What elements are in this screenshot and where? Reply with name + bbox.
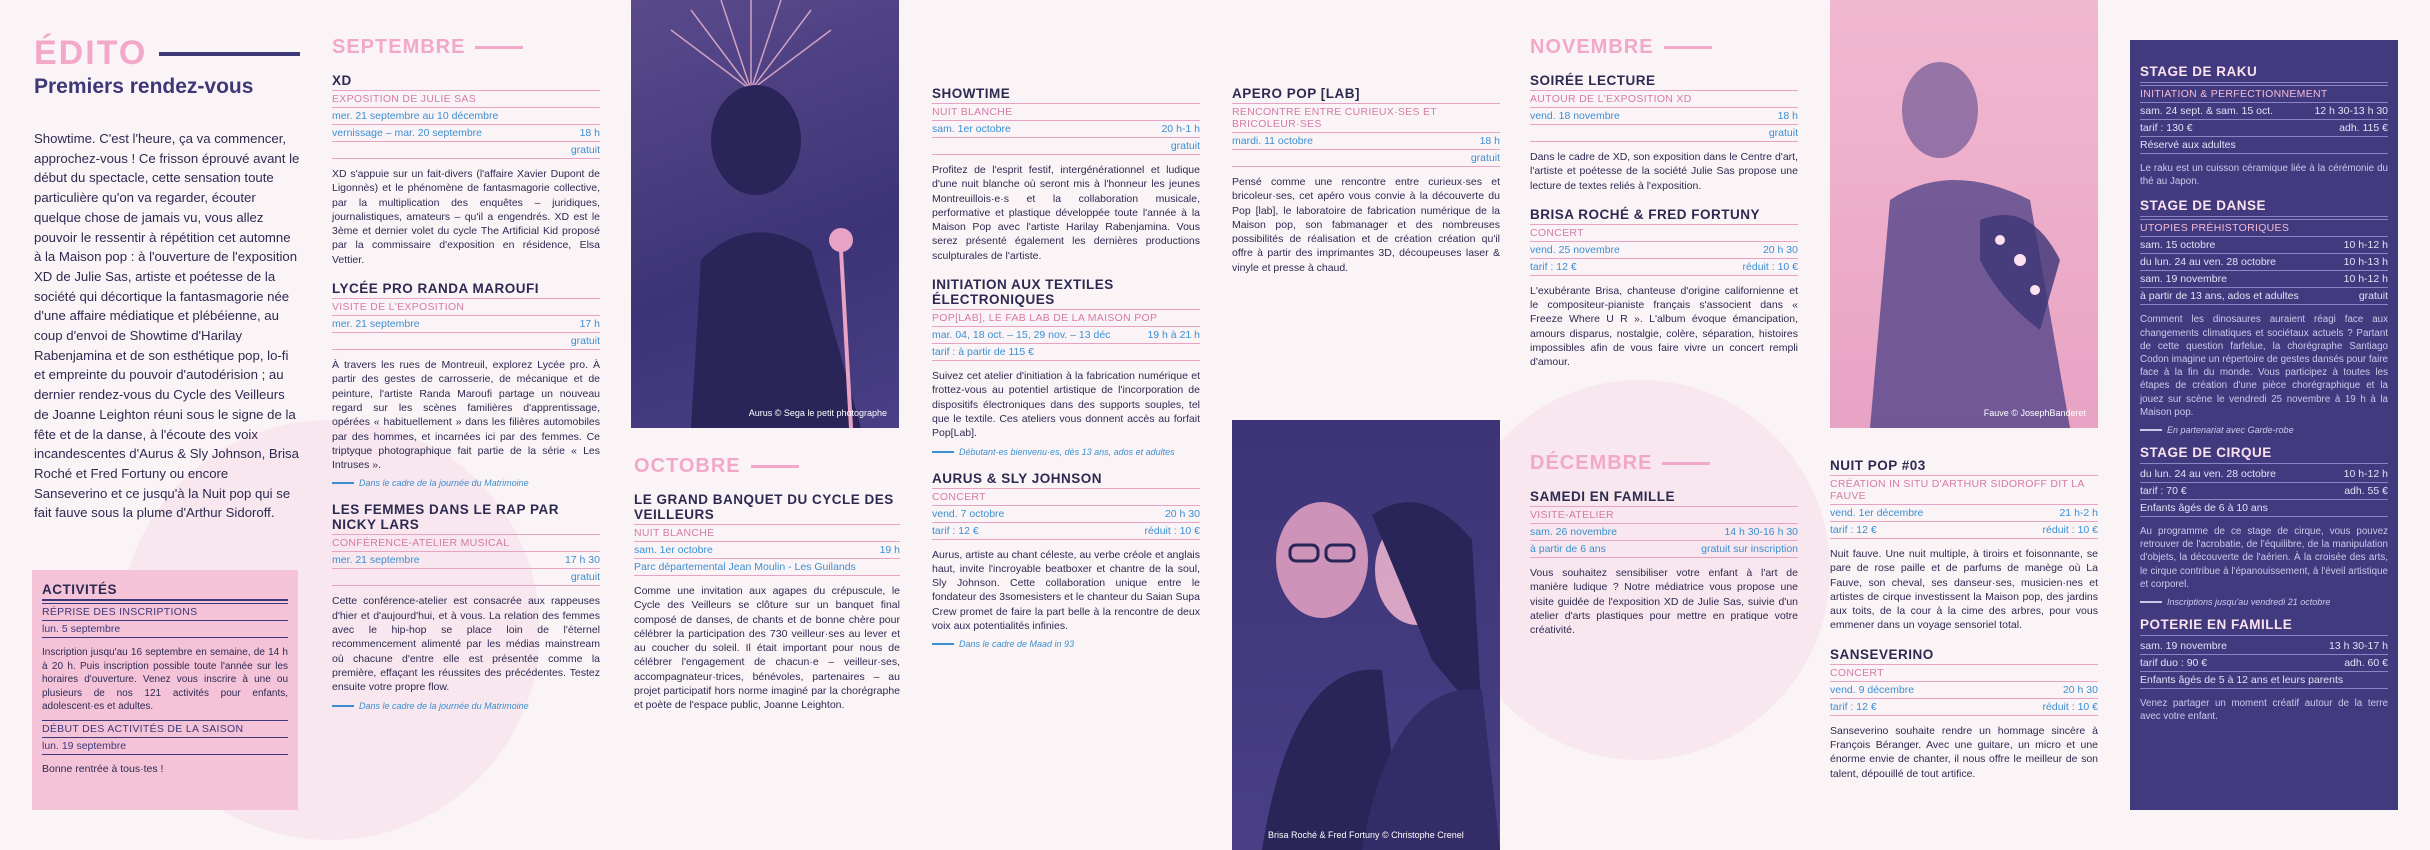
event-subtitle: CONCERT bbox=[1530, 224, 1798, 242]
event-price: gratuit bbox=[570, 571, 600, 584]
event-date: sam. 26 novembre bbox=[1530, 526, 1617, 538]
event-date: mar. 04, 18 oct. – 15, 29 nov. – 13 déc bbox=[932, 329, 1111, 342]
event-place: Parc départemental Jean Moulin - Les Guilands bbox=[634, 561, 856, 573]
event-time: 17 h bbox=[579, 318, 600, 331]
event-title: INITIATION AUX TEXTILES ÉLECTRONIQUES bbox=[932, 277, 1114, 308]
event-date: du lun. 24 au ven. 28 octobre bbox=[2140, 468, 2277, 481]
event-note: Dans le cadre de Maad in 93 bbox=[932, 639, 1200, 649]
event-time: 13 h 30-17 h bbox=[2329, 640, 2388, 653]
edito-subtitle: Premiers rendez-vous bbox=[34, 75, 254, 98]
event-time: 10 h-13 h bbox=[2343, 256, 2388, 269]
event-xd bbox=[332, 73, 600, 267]
event-age: à partir de 6 ans bbox=[1530, 543, 1606, 555]
event-subtitle: POP[LAB], LE FAB LAB DE LA MAISON POP bbox=[932, 309, 1200, 327]
section-heading: NOVEMBRE bbox=[1530, 36, 1798, 59]
event-date: sam. 1er octobre bbox=[634, 544, 713, 556]
event-date: mer. 21 septembre bbox=[332, 318, 420, 331]
event-desc: XD s'appuie sur un fait-divers (l'affaire Xavier Dupont de Ligonnès) et le phénomène de fantasmagorie collective, par la multiplication des enquêtes – juridiques, journalistiques, amateurs – qu'il a engendrés. XD est le 3ème et dernier volet du cycle The Artificial Kid proposé par la commissaire d'exposition en résidence, Elsa Vettier. bbox=[332, 168, 600, 266]
activites-footer: Bonne rentrée à tous·tes ! bbox=[42, 762, 164, 775]
event-desc: Comme une invitation aux agapes du crépuscule, le Cycle des Veilleurs se clôture sur un banquet final composé de danses, de chants et de bonne chère pour célébrer la participation des 730 veilleur·ses au lever et au coucher du soleil. Il était important pour nous de célébrer l'engagement de chacun·e – veilleur·ses, accompagnateur·trices, bénévoles, partenaires – au projet participatif hors norme imaginé par la chorégraphe et poète de l'espace public, Joanne Leighton. bbox=[634, 585, 900, 712]
event-time: 17 h 30 bbox=[564, 554, 600, 567]
edito-body: Showtime. C'est l'heure, ça va commencer, approchez-vous ! Ce frisson éprouvé avant le début du spectacle, cette sensation toute particulière qu'on va regarder, écouter quelque chose de jamais vu, vous allez pouvoir le ressentir à répétition cet automne à la Maison pop : à l'ouverture de l'exposition XD de Julie Sas, artiste et poétesse de la société qui décortique la fantasmagorie née d'une affaire médiatique et plébéienne, au coup d'envoi de Showtime d'Harilay Rabenjamina et de son esthétique pop, lo-fi et empreinte du pouvoir d'autodérision ; au dernier rendez-vous du Cycle des Veilleurs de Joanne Leighton réuni sous le signe de la fête et de la danse, à l'écoute des voix incandescentes d'Aurus & Sly Johnson, Brisa Roché et Fred Fortuny ou encore Sanseverino et ce jusqu'à la Nuit pop qui se fait fauve sous la plume d'Arthur Sidoroff. bbox=[34, 131, 300, 521]
section-heading: OCTOBRE bbox=[634, 455, 900, 478]
event-desc: Sanseverino souhaite rendre un hommage sincère à François Béranger. Avec une guitare, un micro et une énorme envie de chanter, il nous offre le meilleur de son talent, dépouillé de tout artifice. bbox=[1830, 724, 2098, 780]
event-price: tarif : 12 € bbox=[1830, 700, 1877, 713]
event-date: mardi. 11 octobre bbox=[1232, 135, 1313, 147]
event-date: vernissage – mar. 20 septembre bbox=[332, 127, 482, 139]
event-price: tarif : 12 € bbox=[932, 524, 979, 537]
event-title: STAGE DE RAKU bbox=[2140, 64, 2388, 83]
event-price: gratuit bbox=[1470, 152, 1500, 164]
event-subtitle: UTOPIES PRÉHISTORIQUES bbox=[2140, 219, 2388, 237]
event-desc: Dans le cadre de XD, son exposition dans le Centre d'art, l'artiste et poétesse de la société Julie Sas propose une lecture de textes reliés à l'exposition. bbox=[1530, 151, 1798, 192]
event-note: Dans le cadre de la journée du Matrimoine bbox=[332, 701, 600, 711]
septembre-column bbox=[332, 0, 600, 850]
event-time: 19 h à 21 h bbox=[1147, 329, 1200, 342]
event-date: vend. 9 décembre bbox=[1830, 683, 1915, 696]
event-date: sam. 24 sept. & sam. 15 oct. bbox=[2140, 105, 2274, 117]
event-subtitle: AUTOUR DE L'EXPOSITION XD bbox=[1530, 90, 1798, 108]
event-title: LYCÉE PRO RANDA MAROUFI bbox=[332, 281, 540, 297]
photo-aurus bbox=[631, 0, 899, 428]
event-audience: Réservé aux adultes bbox=[2140, 139, 2236, 151]
event-time: 12 h 30-13 h 30 bbox=[2314, 105, 2388, 117]
event-title: XD bbox=[332, 73, 352, 88]
event-desc: Cette conférence-atelier est consacrée aux rappeuses d'hier et d'aujourd'hui, et à vous. La relation des femmes avec le hip-hop se place loin de l'éternel recommencement alimenté par les médias mainstream où chacune d'entre elle est présentée comme la première, effaçant les réussites des précédentes. Testez ensuite votre propre flow. bbox=[332, 595, 600, 694]
event-reduced-price: réduit : 10 € bbox=[1144, 524, 1200, 537]
event-samedi bbox=[1530, 489, 1798, 637]
activites-date: lun. 19 septembre bbox=[42, 739, 127, 752]
photo-credit: Brisa Roché & Fred Fortuny © Christophe Crenel bbox=[1268, 830, 1464, 840]
event-desc: L'exubérante Brisa, chanteuse d'origine californienne et le compositeur-pianiste français s'associent dans « Freeze Where U R ». L'album évoque émancipation, amours disparus, nostalgie, colère, séparation, histoires impossibles afin de vous faire vivre un concert rempli d'amour. bbox=[1530, 284, 1798, 369]
event-price: tarif : 70 € bbox=[2140, 485, 2187, 498]
event-reduced-price: réduit : 10 € bbox=[2042, 700, 2098, 713]
event-title: BRISA ROCHÉ & FRED FORTUNY bbox=[1530, 206, 1761, 222]
event-desc: Venez partager un moment créatif autour de la terre avec votre enfant. bbox=[2140, 698, 2388, 723]
event-sanseverino bbox=[1830, 647, 2098, 781]
event-brisa bbox=[1530, 207, 1798, 370]
event-desc: Suivez cet atelier d'initiation à la fabrication numérique et frottez-vous au potentiel artistique de l'incorporation de dispositifs électroniques dans des supports souples, tel que le textile. Ces ateliers vous donnent accès au forfait Pop[Lab]. bbox=[932, 370, 1200, 440]
stage-poterie bbox=[2140, 617, 2388, 723]
event-title: STAGE DE CIRQUE bbox=[2140, 445, 2388, 464]
column-4 bbox=[932, 0, 1200, 850]
event-title: NUIT POP #03 bbox=[1830, 458, 1926, 473]
activites-box bbox=[32, 570, 298, 810]
event-date: sam. 1er octobre bbox=[932, 123, 1011, 135]
event-note: Inscriptions jusqu'au vendredi 21 octobre bbox=[2140, 597, 2388, 607]
event-date: vend. 18 novembre bbox=[1530, 110, 1620, 122]
event-title: SANSEVERINO bbox=[1830, 646, 1934, 662]
event-subtitle: CONCERT bbox=[1830, 664, 2098, 682]
event-subtitle: INITIATION & PERFECTIONNEMENT bbox=[2140, 85, 2388, 103]
octobre-column bbox=[634, 455, 900, 850]
event-nuitpop bbox=[1830, 458, 2098, 633]
event-date: mer. 21 septembre au 10 décembre bbox=[332, 110, 499, 122]
event-desc: Aurus, artiste au chant céleste, au verbe créole et anglais haut, invite l'incroyable beatboxer et chantre de la soul, Sly Johnson. Cette collaboration unique entre le fondateur des 3somesisters et le chanteur du Saian Supa Crew promet de faire la part belle à la rencontre de deux voix aux potentialités infinies. bbox=[932, 548, 1200, 633]
event-initiation bbox=[932, 277, 1200, 456]
event-desc: Comment les dinosaures auraient réagi face aux changements climatiques et sociétaux actuels ? Partant de cette question farfelue, la chorégraphe Santiago Codon imagine un répertoire de gestes dansés pour faire face à la fin du monde. Vous participez à toutes les étapes de création d'une pièce chorégraphique et la jouez sur scène le vendredi 25 novembre à 19 h à la Maison pop. bbox=[2140, 314, 2388, 418]
event-title: SOIRÉE LECTURE bbox=[1530, 73, 1656, 88]
event-desc: À travers les rues de Montreuil, explorez Lycée pro. À partir des gestes de carrosserie, de mécanique et de peinture, l'artiste Randa Maroufi partage un nouveau regard sur les scènes familières d'apprentissage, opérées « habituellement » dans les filières automobiles par des hommes, et incarnées ici par des femmes. Ce triptyque photographique fait partie de la série « Les Intruses ». bbox=[332, 359, 600, 472]
event-showtime bbox=[932, 86, 1200, 263]
event-title: AURUS & SLY JOHNSON bbox=[932, 470, 1103, 486]
event-title: SAMEDI EN FAMILLE bbox=[1530, 489, 1676, 504]
event-price: gratuit bbox=[2358, 290, 2388, 303]
event-price: tarif : 130 € bbox=[2140, 122, 2193, 134]
event-time: 10 h-12 h bbox=[2343, 273, 2388, 286]
event-time: 20 h 30 bbox=[2062, 683, 2098, 696]
event-subtitle: VISITE-ATELIER bbox=[1530, 506, 1798, 524]
event-desc: Le raku est un cuisson céramique liée à la cérémonie du thé au Japon. bbox=[2140, 163, 2388, 188]
photo-credit: Aurus © Sega le petit photographe bbox=[748, 408, 887, 418]
activites-desc: Inscription jusqu'au 16 septembre en semaine, de 14 h à 20 h. Puis inscription possible toute l'année sur les horaires d'ouverture. Venez vous inscrire à une ou plusieurs de nos 121 activités pour enfants, adolescent·es et adultes. bbox=[42, 647, 288, 712]
event-subtitle: VISITE DE L'EXPOSITION bbox=[332, 298, 600, 316]
event-apero bbox=[1232, 86, 1500, 275]
event-date: sam. 19 novembre bbox=[2140, 640, 2227, 653]
event-subtitle: CONFÉRENCE-ATELIER MUSICAL bbox=[332, 534, 600, 552]
event-reduced-price: adh. 115 € bbox=[2339, 122, 2388, 134]
event-title: STAGE DE DANSE bbox=[2140, 198, 2388, 217]
stage-cirque bbox=[2140, 445, 2388, 607]
event-time: 20 h-1 h bbox=[1161, 123, 1200, 135]
performer-illustration bbox=[631, 0, 899, 428]
stage-danse bbox=[2140, 198, 2388, 435]
event-desc: Pensé comme une rencontre entre curieux·ses et bricoleur·ses, cet apéro vous convie à la découverte du Pop [lab], le laboratoire de fabrication numérique de la Maison pop, son fabmanager et des nombreuses possibilités de réalisation et de création création qu'il offre à partir des imprimantes 3D, découpeuses laser & vinyle et presse à chaud. bbox=[1232, 176, 1500, 274]
section-heading: SEPTEMBRE bbox=[332, 36, 600, 59]
edito-title: ÉDITO bbox=[34, 34, 148, 72]
event-subtitle: NUIT BLANCHE bbox=[932, 103, 1200, 121]
event-time: 18 h bbox=[1479, 135, 1500, 147]
event-date: mer. 21 septembre bbox=[332, 554, 420, 567]
event-price: tarif duo : 90 € bbox=[2140, 657, 2208, 670]
event-subtitle: CONCERT bbox=[932, 488, 1200, 506]
event-date: sam. 19 novembre bbox=[2140, 273, 2227, 286]
event-title: LES FEMMES DANS LE RAP PAR NICKY LARS bbox=[332, 502, 560, 533]
event-price: tarif : 12 € bbox=[1530, 260, 1577, 273]
event-price: gratuit bbox=[570, 144, 600, 156]
event-subtitle: RENCONTRE ENTRE CURIEUX·SES ET BRICOLEUR·SES bbox=[1232, 103, 1500, 133]
event-audience: Enfants âgés de 6 à 10 ans bbox=[2140, 502, 2268, 515]
photo-credit: Fauve © JosephBanderet bbox=[1983, 408, 2086, 418]
section-heading: DÉCEMBRE bbox=[1530, 452, 1798, 475]
activites-sub: DÉBUT DES ACTIVITÉS DE LA SAISON bbox=[42, 720, 288, 738]
event-reduced-price: réduit : 10 € bbox=[1742, 260, 1798, 273]
title-rule bbox=[159, 52, 300, 56]
event-note: En partenariat avec Garde-robe bbox=[2140, 425, 2388, 435]
event-reduced-price: adh. 55 € bbox=[2344, 485, 2388, 498]
event-date: vend. 25 novembre bbox=[1530, 243, 1620, 256]
event-time: 10 h-12 h bbox=[2343, 239, 2388, 252]
event-time: 10 h-12 h bbox=[2343, 468, 2388, 481]
event-aurus bbox=[932, 471, 1200, 650]
photo-brisa-fred bbox=[1232, 420, 1500, 850]
event-time: 20 h 30 bbox=[1762, 243, 1798, 256]
event-desc: Profitez de l'esprit festif, intergénérationnel et ludique d'une nuit blanche où seront mis à l'honneur les jeunes Montreuillois·e·s et la collaboration musicale, performative et plastique développée toute l'année à la Maison Pop avec l'artiste Harilay Rabenjamina. Vous serez présenté également les dernières productions sculpturales de l'artiste. bbox=[932, 164, 1200, 262]
event-price: gratuit bbox=[1768, 127, 1798, 139]
column-7 bbox=[1830, 458, 2098, 850]
event-price: gratuit sur inscription bbox=[1701, 543, 1798, 555]
activites-title: ACTIVITÉS bbox=[42, 582, 288, 601]
event-lycee bbox=[332, 281, 600, 488]
event-desc: Vous souhaitez sensibiliser votre enfant à l'art de manière ludique ? Notre médiatrice vous propose une visite guidée de l'exposition XD de Julie Sas, suivie d'un atelier d'arts plastiques pour mettre en pratique votre créativité. bbox=[1530, 567, 1798, 637]
event-title: SHOWTIME bbox=[932, 86, 1011, 101]
event-price: tarif : 12 € bbox=[1830, 524, 1877, 536]
event-desc: Nuit fauve. Une nuit multiple, à tiroirs et foisonnante, se pare de rose paille et de parfums de manège où La Fauve, son cheval, ses danseur·ses, musicien·nes et artistes de cirque investissent la Maison pop, des jardins aux toits, de la cour à la cime des arbres, pour vous emmener dans un voyage sensoriel total. bbox=[1830, 548, 2098, 632]
event-title: POTERIE EN FAMILLE bbox=[2140, 617, 2388, 636]
event-price: gratuit bbox=[570, 335, 600, 348]
event-reduced-price: adh. 60 € bbox=[2344, 657, 2388, 670]
event-price: gratuit bbox=[1170, 140, 1200, 152]
event-time: 18 h bbox=[1777, 110, 1798, 122]
event-price: tarif : à partir de 115 € bbox=[932, 346, 1034, 359]
event-note: Débutant·es bienvenu·es, dès 13 ans, ados et adultes bbox=[932, 447, 1200, 457]
event-audience: à partir de 13 ans, ados et adultes bbox=[2140, 290, 2299, 303]
event-date: sam. 15 octobre bbox=[2140, 239, 2216, 252]
event-title: APERO POP [LAB] bbox=[1232, 86, 1361, 101]
photo-fauve bbox=[1830, 0, 2098, 428]
fauve-illustration bbox=[1830, 0, 2098, 428]
event-date: vend. 1er décembre bbox=[1830, 507, 1924, 519]
event-femmes-rap bbox=[332, 502, 600, 710]
event-subtitle: EXPOSITION DE JULIE SAS bbox=[332, 90, 600, 108]
stage-raku bbox=[2140, 64, 2388, 188]
event-reduced-price: réduit : 10 € bbox=[2042, 524, 2098, 536]
duo-illustration bbox=[1232, 420, 1500, 850]
event-title: LE GRAND BANQUET DU CYCLE DES VEILLEURS bbox=[634, 492, 894, 522]
event-date: du lun. 24 au ven. 28 octobre bbox=[2140, 256, 2277, 269]
event-time: 21 h-2 h bbox=[2059, 507, 2098, 519]
event-note: Dans le cadre de la journée du Matrimoine bbox=[332, 478, 600, 488]
event-soiree bbox=[1530, 73, 1798, 193]
event-audience: Enfants âgés de 5 à 12 ans et leurs parents bbox=[2140, 674, 2344, 687]
event-desc: Au programme de ce stage de cirque, vous pouvez retrouver de l'acrobatie, de l'équilibre, de la manipulation d'objets, la découverte de l'aérien. À la croisée des arts, le cirque contribue à l'épanouissement, à l'éveil artistique et corporel. bbox=[2140, 526, 2388, 590]
decembre-column bbox=[1530, 452, 1798, 850]
event-subtitle: CRÉATION IN SITU D'ARTHUR SIDOROFF DIT LA FAUVE bbox=[1830, 475, 2098, 505]
event-time: 19 h bbox=[879, 544, 900, 556]
event-time: 14 h 30-16 h 30 bbox=[1724, 526, 1798, 538]
activites-sub: RÉPRISE DES INSCRIPTIONS bbox=[42, 603, 288, 621]
stages-panel bbox=[2130, 40, 2398, 810]
activites-date: lun. 5 septembre bbox=[42, 623, 121, 635]
event-date: vend. 7 octobre bbox=[932, 507, 1005, 520]
event-banquet bbox=[634, 492, 900, 713]
event-time: 18 h bbox=[579, 127, 600, 139]
event-time: 20 h 30 bbox=[1164, 507, 1200, 520]
event-subtitle: NUIT BLANCHE bbox=[634, 524, 900, 542]
